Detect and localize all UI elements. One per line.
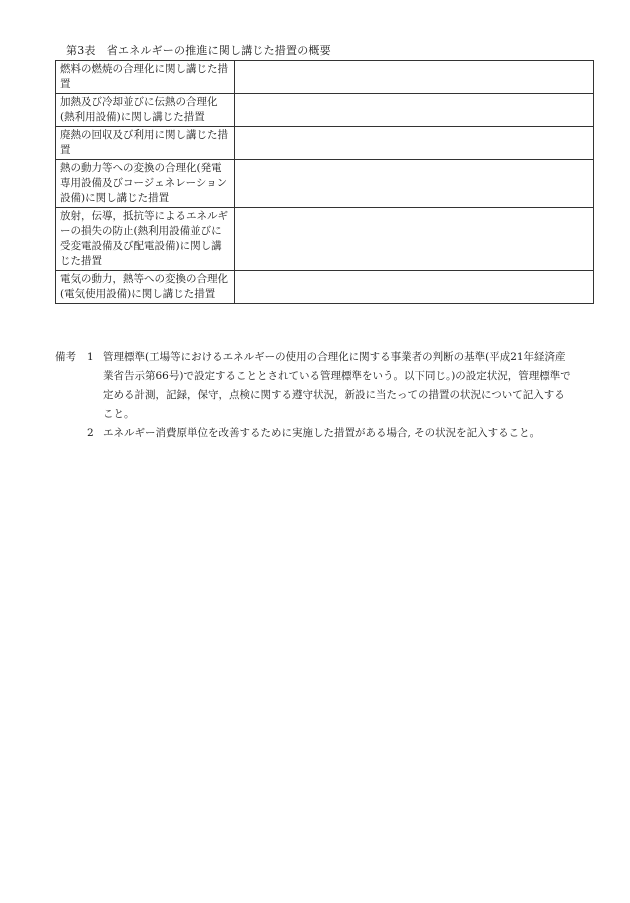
row-label: 燃料の燃焼の合理化に関し講じた措置	[56, 61, 235, 94]
remark-number: 2	[87, 427, 94, 439]
table-row	[56, 271, 594, 304]
table-row	[56, 127, 594, 160]
remark-text: エネルギー消費原単位を改善するために実施した措置がある場合, その状況を記入すること。	[103, 427, 541, 439]
measures-table	[55, 60, 594, 304]
row-label: 廃熱の回収及び利用に関し講じた措置	[56, 127, 235, 160]
table-row	[56, 94, 594, 127]
row-label: 熱の動力等への変換の合理化(発電専用設備及びコージェネレーション設備)に関し講じた措置	[56, 160, 235, 208]
row-value-field[interactable]	[235, 271, 594, 304]
remark-text: 管理標準(工場等におけるエネルギーの使用の合理化に関する事業者の判断の基準(平成21年経済産業省告示第66号)で設定することとされている管理標準をいう。以下同じ。)の設定状況，管理標準で定める計測，記録，保守，点検に関する遵守状況，新設に当たっての措置の状況について記入すること。	[103, 351, 571, 420]
table-title: 第3表 省エネルギーの推進に関し講じた措置の概要	[66, 44, 331, 57]
remark-number: 1	[87, 351, 94, 363]
row-value-field[interactable]	[235, 61, 594, 94]
table-row	[56, 160, 594, 208]
row-value-field[interactable]	[235, 127, 594, 160]
row-label: 放射，伝導，抵抗等によるエネルギーの損失の防止(熱利用設備並びに受変電設備及び配電設備)に関し講じた措置	[56, 208, 235, 271]
remarks-section	[55, 348, 575, 443]
remark-item	[55, 424, 575, 443]
row-value-field[interactable]	[235, 160, 594, 208]
table-row	[56, 61, 594, 94]
row-label: 加熱及び冷却並びに伝熱の合理化(熱利用設備)に関し講じた措置	[56, 94, 235, 127]
row-value-field[interactable]	[235, 208, 594, 271]
remark-item	[55, 348, 575, 424]
table-row	[56, 208, 594, 271]
row-value-field[interactable]	[235, 94, 594, 127]
row-label: 電気の動力，熱等への変換の合理化(電気使用設備)に関し講じた措置	[56, 271, 235, 304]
remarks-heading: 備考	[55, 351, 76, 363]
